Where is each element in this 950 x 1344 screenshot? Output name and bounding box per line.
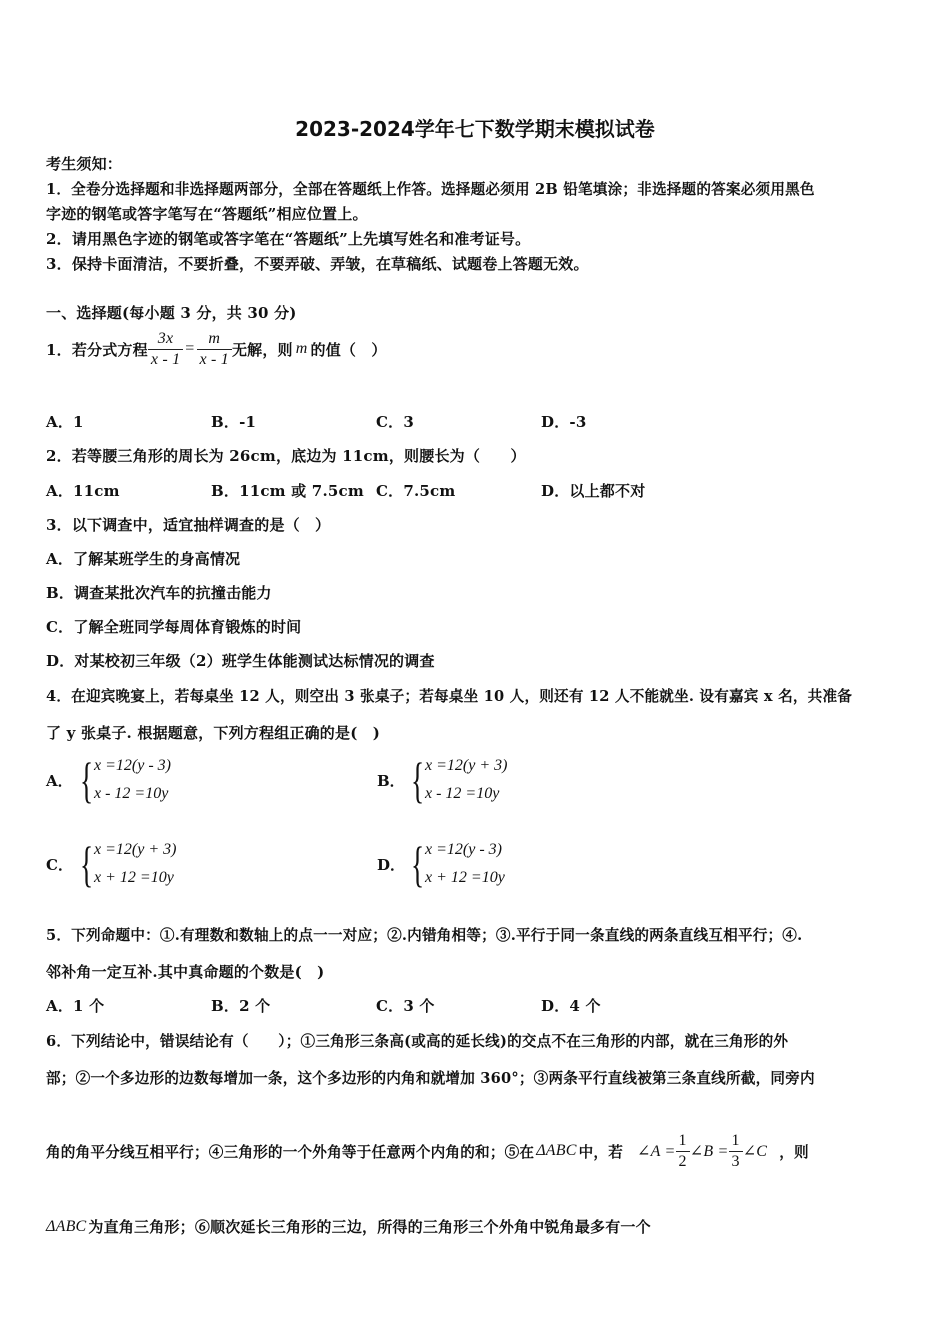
- section-heading: 一、选择题(每小题 3 分，共 30 分): [46, 304, 297, 322]
- q4-b-eq2: x - 12 =10y: [425, 785, 500, 802]
- q1-option-d: D．-3: [541, 413, 587, 431]
- question-3: 3．以下调查中，适宜抽样调查的是（ ）: [46, 516, 331, 534]
- q4-option-b-label: B．: [377, 771, 405, 790]
- q4-option-d: [377, 836, 505, 892]
- question-4: 4．在迎宾晚宴上，若每桌坐 12 人，则空出 3 张桌子；若每桌坐 10 人，则还有 12 人不能就坐. 设有嘉宾 x 名，共准备: [46, 688, 853, 705]
- q1-option-c: C．3: [376, 413, 414, 431]
- brace-icon: {: [411, 752, 425, 808]
- notice-item-1: 1．全卷分选择题和非选择题两部分，全部在答题纸上作答。选择题必须用 2B 铅笔填涂；非选择题的答案必须用黑色: [46, 181, 815, 198]
- question-5: 5．下列命题中：①.有理数和数轴上的点一一对应；②.内错角相等；③.平行于同一条直线的两条直线互相平行；④.: [46, 927, 803, 944]
- question-1: [46, 326, 387, 372]
- notice-heading: 考生须知：: [46, 155, 123, 173]
- q6-angle-c: ∠C: [742, 1143, 768, 1160]
- q1-frac2-den: x - 1: [199, 350, 229, 368]
- q6-half-den: 2: [678, 1152, 687, 1170]
- page-title: 2023-2024学年七下数学期末模拟试卷: [295, 117, 655, 141]
- q6-line3-mid: 中，若: [578, 1143, 624, 1161]
- q6-half-num: 1: [676, 1131, 690, 1152]
- q4-option-c: [46, 836, 176, 892]
- q1-frac2-num: m: [197, 329, 232, 350]
- q4-option-c-label: C．: [46, 855, 73, 874]
- q4-option-a: [46, 752, 171, 808]
- q1-option-b: B．-1: [211, 413, 257, 431]
- question-6-line-2: 部；②一个多边形的边数每增加一条，这个多边形的内角和就增加 360°；③两条平行直线被第三条直线所截，同旁内: [46, 1070, 815, 1087]
- question-6: 6．下列结论中，错误结论有（ ）；①三角形三条高(或高的延长线)的交点不在三角形的内部，就在三角形的外: [46, 1033, 789, 1050]
- q1-suffix-b: 的值（ ）: [310, 340, 387, 359]
- question-4-cont: 了 y 张桌子. 根据题意，下列方程组正确的是( ): [46, 724, 381, 742]
- q4-a-eq1: x =12(y - 3): [94, 757, 171, 774]
- q1-fraction-right: [197, 329, 232, 370]
- q6-angle-b: ∠B =: [689, 1143, 729, 1160]
- notice-item-3: 3．保持卡面清洁，不要折叠，不要弄破、弄皱，在草稿纸、试题卷上答题无效。: [46, 255, 589, 273]
- q1-suffix-a: 无解，则: [231, 340, 293, 359]
- question-2: 2．若等腰三角形的周长为 26cm，底边为 11cm，则腰长为（ ）: [46, 447, 526, 465]
- q6-triangle-1: ΔABC: [536, 1142, 577, 1159]
- q4-d-eq1: x =12(y - 3): [425, 841, 502, 858]
- q4-c-eq2: x + 12 =10y: [94, 869, 174, 886]
- q6-fraction-third: [729, 1131, 743, 1172]
- q1-var: m: [295, 340, 308, 357]
- q2-option-a: A．11cm: [46, 482, 120, 500]
- q3-option-c: C．了解全班同学每周体育锻炼的时间: [46, 618, 302, 636]
- q1-frac1-num: 3x: [148, 329, 183, 350]
- q1-option-a: A．1: [46, 413, 84, 431]
- q1-prefix: 1．若分式方程: [46, 340, 148, 359]
- q4-c-eq1: x =12(y + 3): [94, 841, 177, 858]
- q1-equals: =: [185, 340, 195, 357]
- q6-angle-a: ∠A =: [637, 1143, 676, 1160]
- q3-option-d: D．对某校初三年级（2）班学生体能测试达标情况的调查: [46, 652, 435, 670]
- q5-option-b: B．2 个: [211, 997, 271, 1015]
- q4-option-d-label: D．: [377, 855, 406, 874]
- q4-option-a-label: A．: [46, 771, 73, 790]
- q6-line3-end: ，则: [779, 1143, 809, 1161]
- q6-line3-text: 角的角平分线互相平行；④三角形的一个外角等于任意两个内角的和；⑤在: [46, 1143, 535, 1161]
- notice-item-1-cont: 字迹的钢笔或答字笔写在“答题纸”相应位置上。: [46, 205, 368, 223]
- question-6-line-3: [46, 1128, 809, 1174]
- q6-third-num: 1: [729, 1131, 743, 1152]
- q2-option-b: B．11cm 或 7.5cm: [211, 482, 364, 500]
- q5-option-c: C．3 个: [376, 997, 435, 1015]
- q6-fraction-half: [676, 1131, 690, 1172]
- notice-item-2: 2．请用黑色字迹的钢笔或答字笔在“答题纸”上先填写姓名和准考证号。: [46, 230, 531, 248]
- q2-option-d: D．以上都不对: [541, 482, 646, 500]
- q4-b-eq1: x =12(y + 3): [425, 757, 508, 774]
- q6-line4-text: 为直角三角形；⑥顺次延长三角形的三边，所得的三角形三个外角中锐角最多有一个: [88, 1218, 651, 1236]
- q1-fraction-left: [148, 329, 183, 370]
- brace-icon: {: [411, 836, 425, 892]
- q4-a-eq2: x - 12 =10y: [94, 785, 169, 802]
- q1-frac1-den: x - 1: [150, 350, 181, 368]
- brace-icon: {: [80, 836, 94, 892]
- q4-d-eq2: x + 12 =10y: [425, 869, 505, 886]
- q3-option-b: B．调查某批次汽车的抗撞击能力: [46, 584, 272, 602]
- q6-triangle-2: ΔABC: [46, 1217, 87, 1235]
- q5-option-d: D．4 个: [541, 997, 601, 1015]
- question-6-line-4: [46, 1216, 651, 1237]
- brace-icon: {: [80, 752, 94, 808]
- q6-third-den: 3: [731, 1152, 740, 1170]
- q2-option-c: C．7.5cm: [376, 482, 456, 500]
- q3-option-a: A．了解某班学生的身高情况: [46, 550, 241, 568]
- q4-option-b: [377, 752, 507, 808]
- question-5-cont: 邻补角一定互补.其中真命题的个数是( ): [46, 963, 325, 981]
- q5-option-a: A．1 个: [46, 997, 105, 1015]
